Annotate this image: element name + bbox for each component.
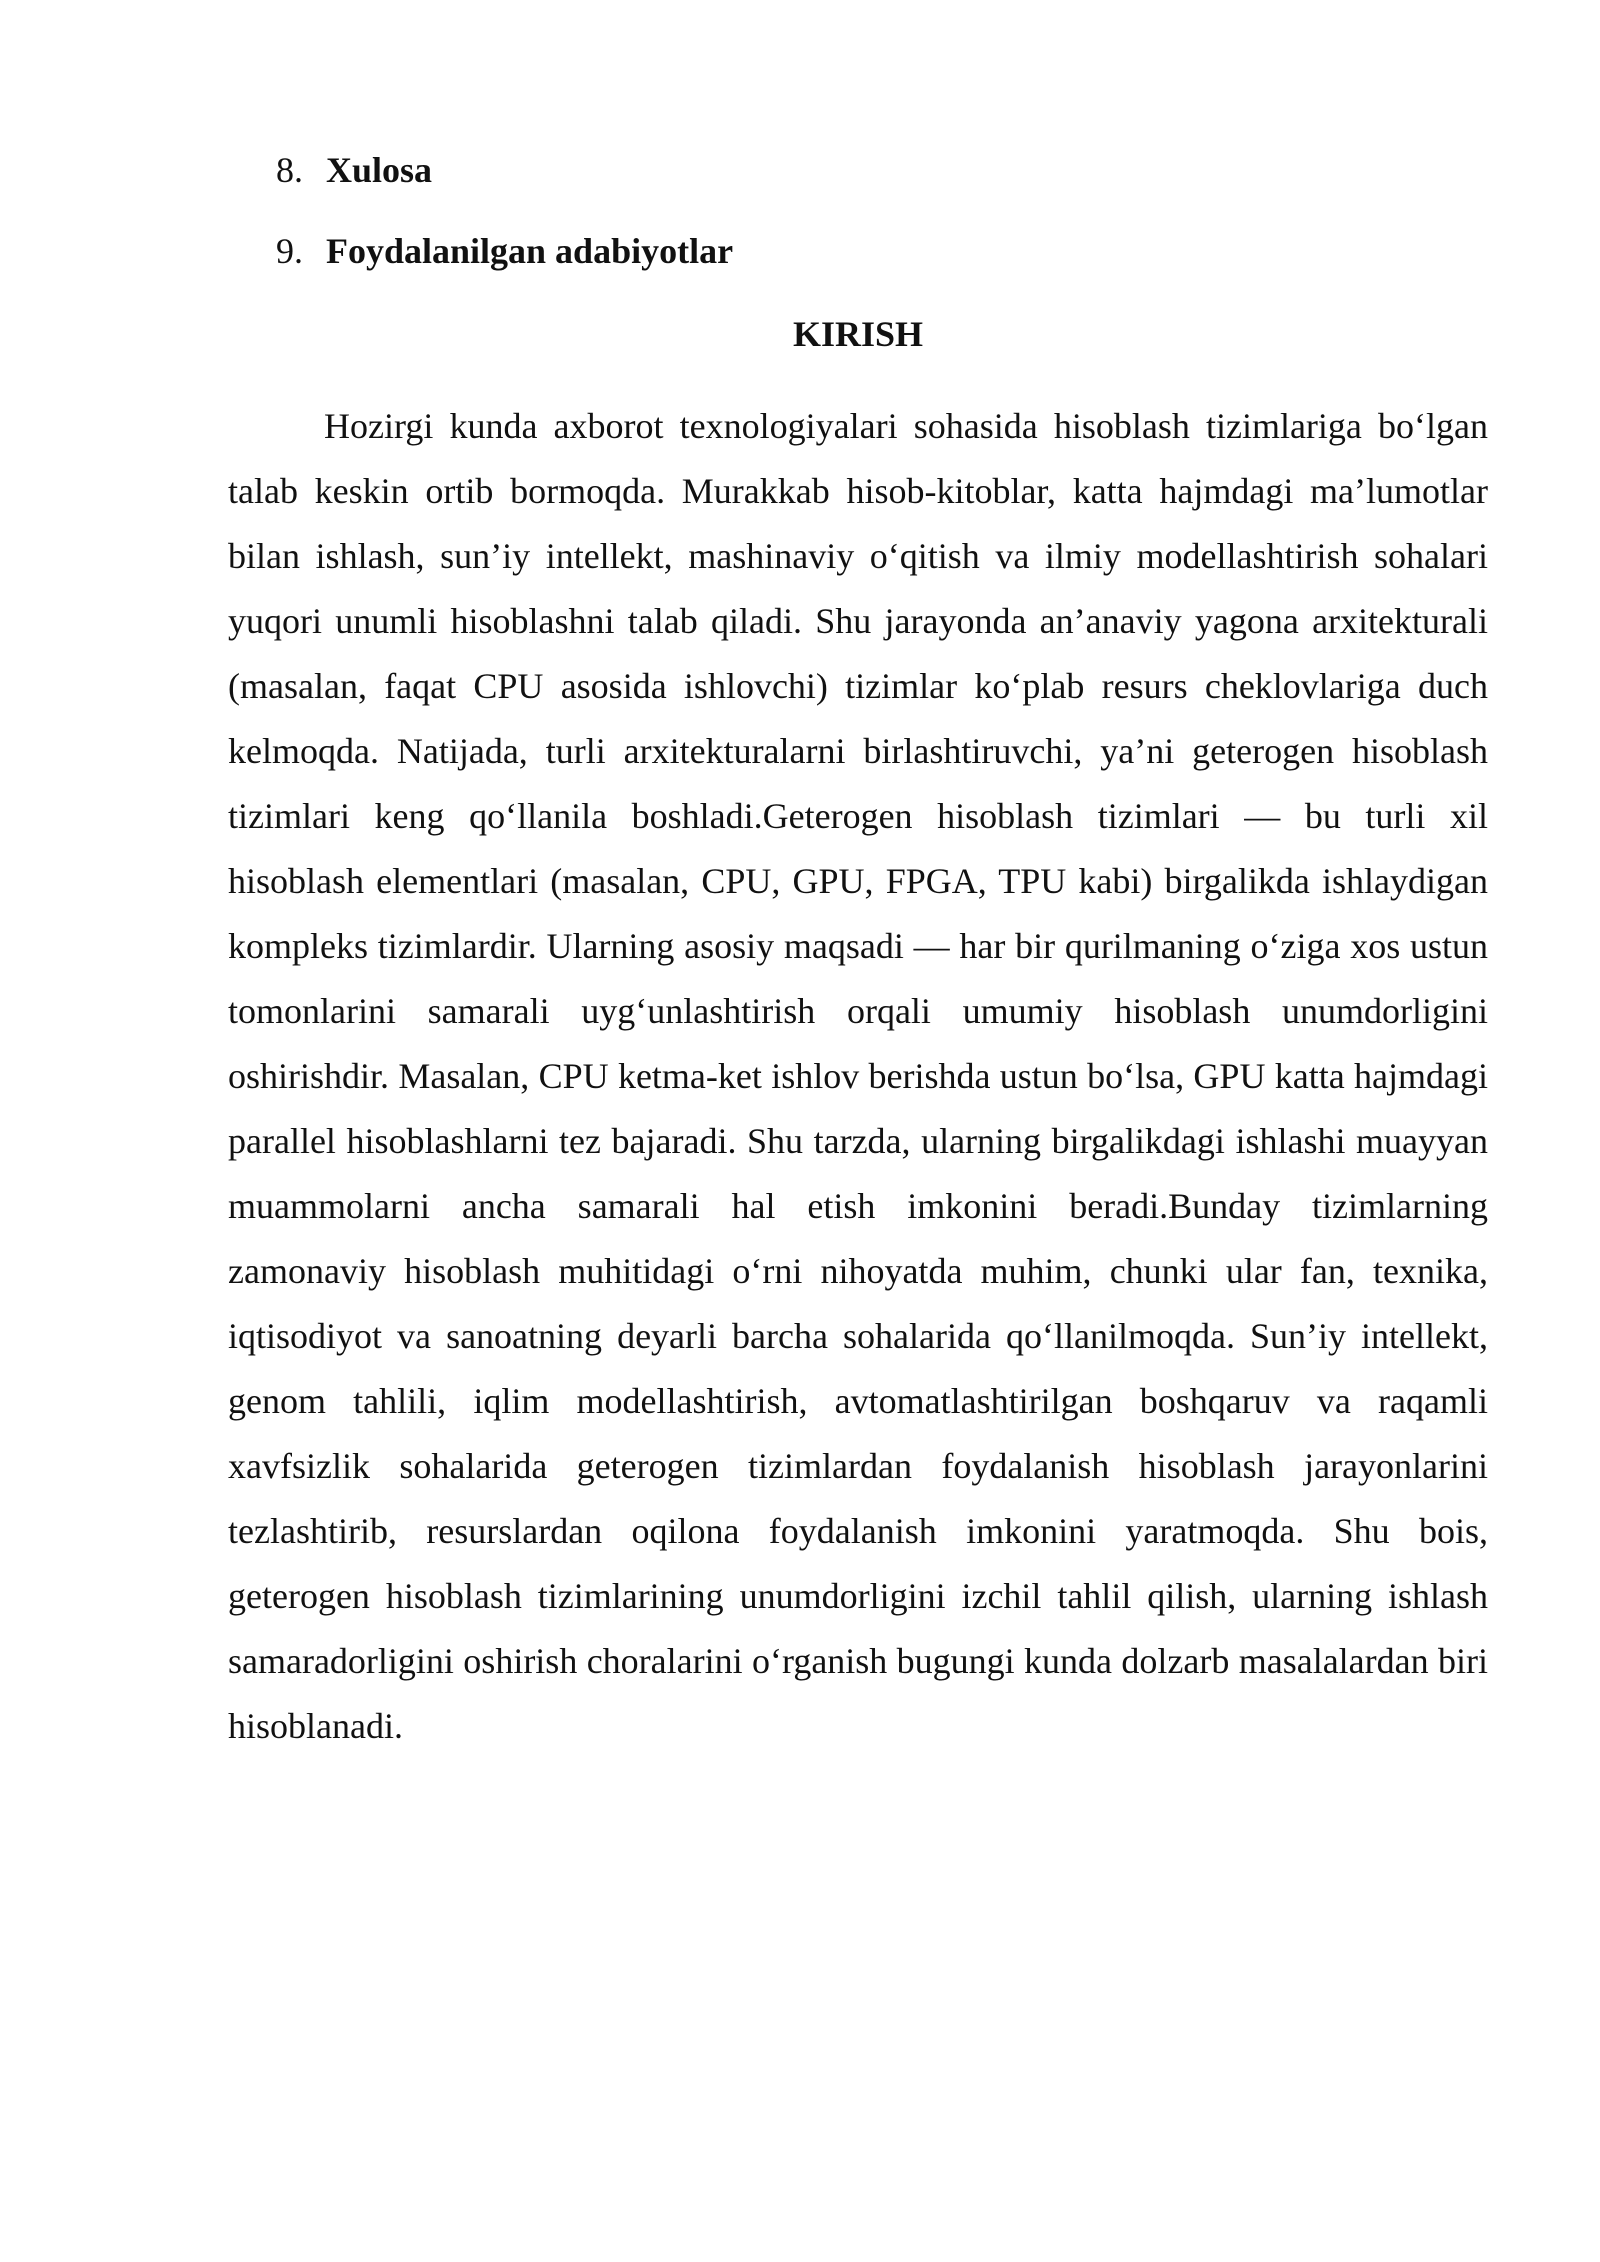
- toc-item-title: Foydalanilgan adabiyotlar: [326, 231, 734, 271]
- toc-item-number: 9.: [276, 231, 303, 271]
- table-of-contents: [276, 148, 1276, 310]
- toc-item-title: Xulosa: [326, 150, 433, 190]
- toc-item: [276, 229, 1276, 273]
- body-paragraph: Hozirgi kunda axborot texnologiyalari sohasida hisoblash tizimlariga bo‘lgan talab keskin ortib bormoqda. Murakkab hisob-kitoblar, katta hajmdagi ma’lumotlar bilan ishlash, sun’iy intellekt, mashinaviy o‘qitish va ilmiy modellashtirish sohalari yuqori unumli hisoblashni talab qiladi. Shu jarayonda an’anaviy yagona arxitekturali (masalan, faqat CPU asosida ishlovchi) tizimlar ko‘plab resurs cheklovlariga duch kelmoqda. Natijada, turli arxitekturalarni birlashtiruvchi, ya’ni geterogen hisoblash tizimlari keng qo‘llanila boshladi.Geterogen hisoblash tizimlari — bu turli xil hisoblash elementlari (masalan, CPU, GPU, FPGA, TPU kabi) birgalikda ishlaydigan kompleks tizimlardir. Ularning asosiy maqsadi — har bir qurilmaning o‘ziga xos ustun tomonlarini samarali uyg‘unlashtirish orqali umumiy hisoblash unumdorligini oshirishdir. Masalan, CPU ketma-ket ishlov berishda ustun bo‘lsa, GPU katta hajmdagi parallel hisoblashlarni tez bajaradi. Shu tarzda, ularning birgalikdagi ishlashi muayyan muammolarni ancha samarali hal etish imkonini beradi.Bunday tizimlarning zamonaviy hisoblash muhitidagi o‘rni nihoyatda muhim, chunki ular fan, texnika, iqtisodiyot va sanoatning deyarli barcha sohalarida qo‘llanilmoqda. Sun’iy intellekt, genom tahlili, iqlim modellashtirish, avtomatlashtirilgan boshqaruv va raqamli xavfsizlik sohalarida geterogen tizimlardan foydalanish hisoblash jarayonlarini tezlashtirib, resurslardan oqilona foydalanish imkonini yaratmoqda. Shu bois, geterogen hisoblash tizimlarining unumdorligini izchil tahlil qilish, ularning ishlash samaradorligini oshirish choralarini o‘rganish bugungi kunda dolzarb masalalardan biri hisoblanadi.: [228, 406, 1488, 1746]
- toc-item: [276, 148, 1276, 192]
- toc-item-number: 8.: [276, 150, 303, 190]
- section-heading: KIRISH: [792, 314, 924, 354]
